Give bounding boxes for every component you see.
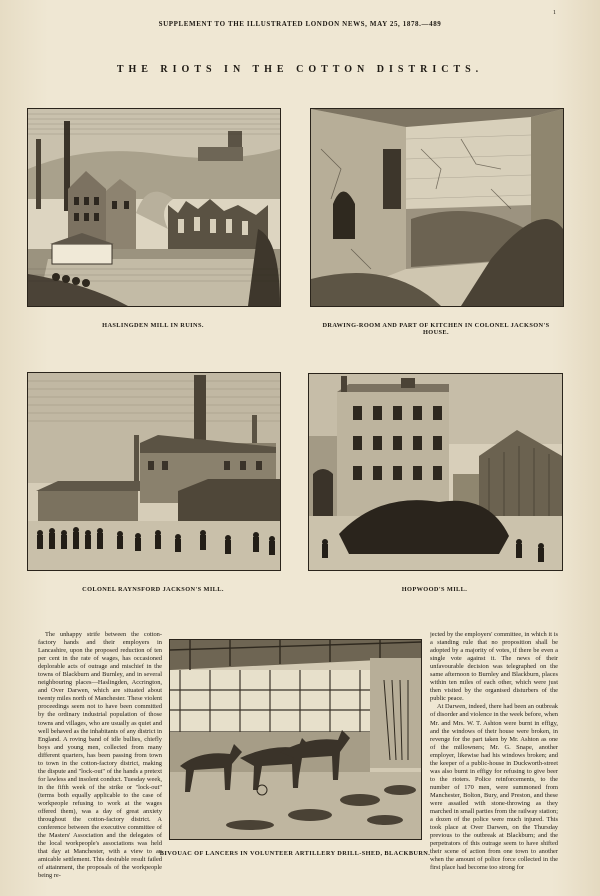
engraving-hopwood-mill: [308, 373, 563, 571]
page-title: THE RIOTS IN THE COTTON DISTRICTS.: [116, 64, 484, 75]
engraving-drawing-room: [310, 108, 564, 307]
caption-jackson-mill: COLONEL RAYNSFORD JACKSON'S MILL.: [82, 586, 224, 593]
article-paragraph: jected by the employers' committee, in which it is a standing rule that no proposition shall be adopted by a majority of votes, if there be even a single vote against it. The news of their unfavourable decision was telegraphed on the same afternoon to Burnley and Blackburn, places within ten miles of each other, which were just then visited by the organised disturbers of the public peace.: [430, 631, 558, 703]
running-head: SUPPLEMENT TO THE ILLUSTRATED LONDON NEWS, MAY 25, 1878.—489: [158, 20, 442, 28]
engraving-lancers-bivouac: [169, 639, 422, 840]
caption-hopwood-mill: HOPWOOD'S MILL.: [401, 586, 468, 593]
article-right-column: [430, 631, 558, 885]
engraving-jackson-mill: [27, 372, 281, 571]
caption-haslingden-mill: HASLINGDEN MILL IN RUINS.: [102, 322, 204, 329]
article-paragraph: At Darwen, indeed, there had been an outbreak of disorder and violence in the week before, when Mr. and Mrs. W. T. Ashton were burnt in effigy, and the windows of their house were broken, in revenge for the part taken by Mr. Ashton as one of the millowners; Mr. G. Snape, another employer, likewise had his windows broken; and the keeper of a public-house in Duckworth-street was also burnt in effigy for refusing to give beer to the rioters. Police reinforcements, to the number of 170 men, were summoned from Manchester, Bolton, Bury, and Preston, and these were assailed with stone-throwing as they marched in small parties from the railway station; a dozen of the police were much injured. This took place at Over Darwen, on the Thursday previous to the outbreak at Blackburn; and the perpetrators of this outrage seem to have shifted their scene of action from one town to another when the amount of police force collected in the first place had become too strong for: [430, 703, 558, 872]
article-paragraph: The unhappy strife between the cotton-factory hands and their employers in Lancashire, upon the proposed reduction of ten per cent in the rate of wages, has occasioned deplorable acts of outrage and mischief in the towns of Blackburn and Burnley, and in several neighbouring places—Haslingden, Accrington, and Over Darwen, which are situated about twenty miles north of Manchester. These violent proceedings seem not to have been committed by the ordinary industrial population of those towns and villages, who are usually as quiet and well behaved as the inhabitants of any district in England. A roving band of idle bullies, chiefly boys and young men, collected from many different quarters, has been passing from town to town in the cotton-factory district, making the dispute and "lock-out" of the hands a pretext for lawless and insolent conduct. Tuesday week, in the fifth week of the strike or "lock-out" (terms both equally applicable to the case of workpeople refusing to work at the wages offered them), was a day of great anxiety throughout the cotton-factory district. A conference between the executive committee of the Masters' Association and the delegates of the local workpeople's associations was held that day at Manchester, with a view to an amicable settlement. This desirable result failed of attainment, the proposals of the workpeople being re-: [38, 631, 162, 880]
article-left-column: [38, 631, 162, 885]
page-mark: 1: [553, 10, 556, 16]
caption-drawing-room: DRAWING-ROOM AND PART OF KITCHEN IN COLONEL JACKSON'S HOUSE.: [322, 322, 550, 336]
engraving-haslingden-mill: [27, 108, 281, 307]
caption-lancers-bivouac: BIVOUAC OF LANCERS IN VOLUNTEER ARTILLERY DRILL-SHED, BLACKBURN.: [159, 850, 431, 857]
